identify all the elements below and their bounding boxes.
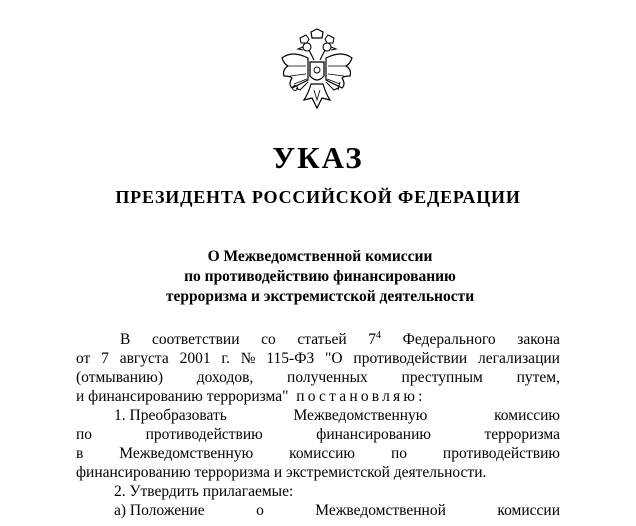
heading-line: О Межведомственной комиссии bbox=[207, 248, 433, 265]
word: путем, bbox=[516, 369, 560, 386]
document-title: УКАЗ bbox=[272, 140, 364, 175]
word: по bbox=[390, 445, 407, 462]
word: от bbox=[76, 350, 91, 367]
heading-line: по противодействию финансированию bbox=[184, 268, 456, 285]
decree-heading bbox=[100, 247, 540, 307]
word: преступным bbox=[401, 369, 483, 386]
word: закона bbox=[517, 331, 560, 348]
word: 2001 bbox=[179, 350, 211, 367]
paragraph-line bbox=[76, 368, 560, 387]
word: Межведомственной bbox=[315, 502, 446, 519]
word: 115-ФЗ bbox=[266, 350, 315, 367]
word: 7 bbox=[101, 350, 109, 367]
paragraph-line bbox=[76, 387, 560, 406]
word: полученных bbox=[287, 369, 368, 386]
word: "О bbox=[325, 350, 343, 367]
word: в bbox=[76, 445, 84, 462]
word: соответствии bbox=[151, 331, 240, 348]
word: комиссии bbox=[497, 502, 560, 519]
word: Федерального bbox=[402, 331, 496, 348]
word: терроризма bbox=[484, 426, 560, 443]
paragraph-line bbox=[76, 463, 560, 482]
line-text: финансированию терроризма и экстремистской деятельности. bbox=[76, 464, 487, 481]
line-text: 2. Утвердить прилагаемые: bbox=[114, 483, 294, 500]
word: а) Положение bbox=[114, 502, 205, 519]
document-subtitle: ПРЕЗИДЕНТА РОССИЙСКОЙ ФЕДЕРАЦИИ bbox=[115, 187, 521, 207]
article-number: $7^4$ bbox=[368, 330, 382, 348]
postanovlyayu-text: постановляю: bbox=[296, 388, 426, 405]
word: финансированию bbox=[316, 426, 431, 443]
word: Межведомственную bbox=[119, 445, 254, 462]
paragraph-line bbox=[76, 482, 560, 501]
paragraph-line bbox=[76, 330, 560, 349]
word: В bbox=[120, 331, 131, 348]
paragraph-line bbox=[76, 501, 560, 520]
word: 1. Преобразовать bbox=[114, 407, 227, 424]
word: (отмыванию) bbox=[76, 369, 164, 386]
paragraph-line bbox=[76, 406, 560, 425]
decree-body bbox=[76, 330, 560, 520]
word: комиссию bbox=[494, 407, 560, 424]
word: статьей bbox=[297, 331, 347, 348]
heading-line: терроризма и экстремистской деятельности bbox=[165, 288, 475, 305]
word: комиссию bbox=[289, 445, 356, 462]
word: о bbox=[256, 502, 264, 519]
paragraph-line bbox=[76, 444, 560, 463]
word: противодействию bbox=[145, 426, 263, 443]
line-text: и финансированию терроризма" bbox=[76, 388, 289, 405]
coat-of-arms-emblem-icon bbox=[278, 28, 356, 118]
word: со bbox=[261, 331, 276, 348]
word: Межведомственную bbox=[293, 407, 428, 424]
word: доходов, bbox=[196, 369, 254, 386]
word: августа bbox=[119, 350, 169, 367]
paragraph-line bbox=[76, 349, 560, 368]
paragraph-line bbox=[76, 425, 560, 444]
word: противодействии bbox=[353, 350, 468, 367]
article-superscript: 4 bbox=[376, 330, 382, 341]
word: противодействию bbox=[442, 445, 560, 462]
word: легализации bbox=[478, 350, 560, 367]
word: № bbox=[240, 350, 256, 367]
word: по bbox=[76, 426, 93, 443]
word: г. bbox=[221, 350, 230, 367]
